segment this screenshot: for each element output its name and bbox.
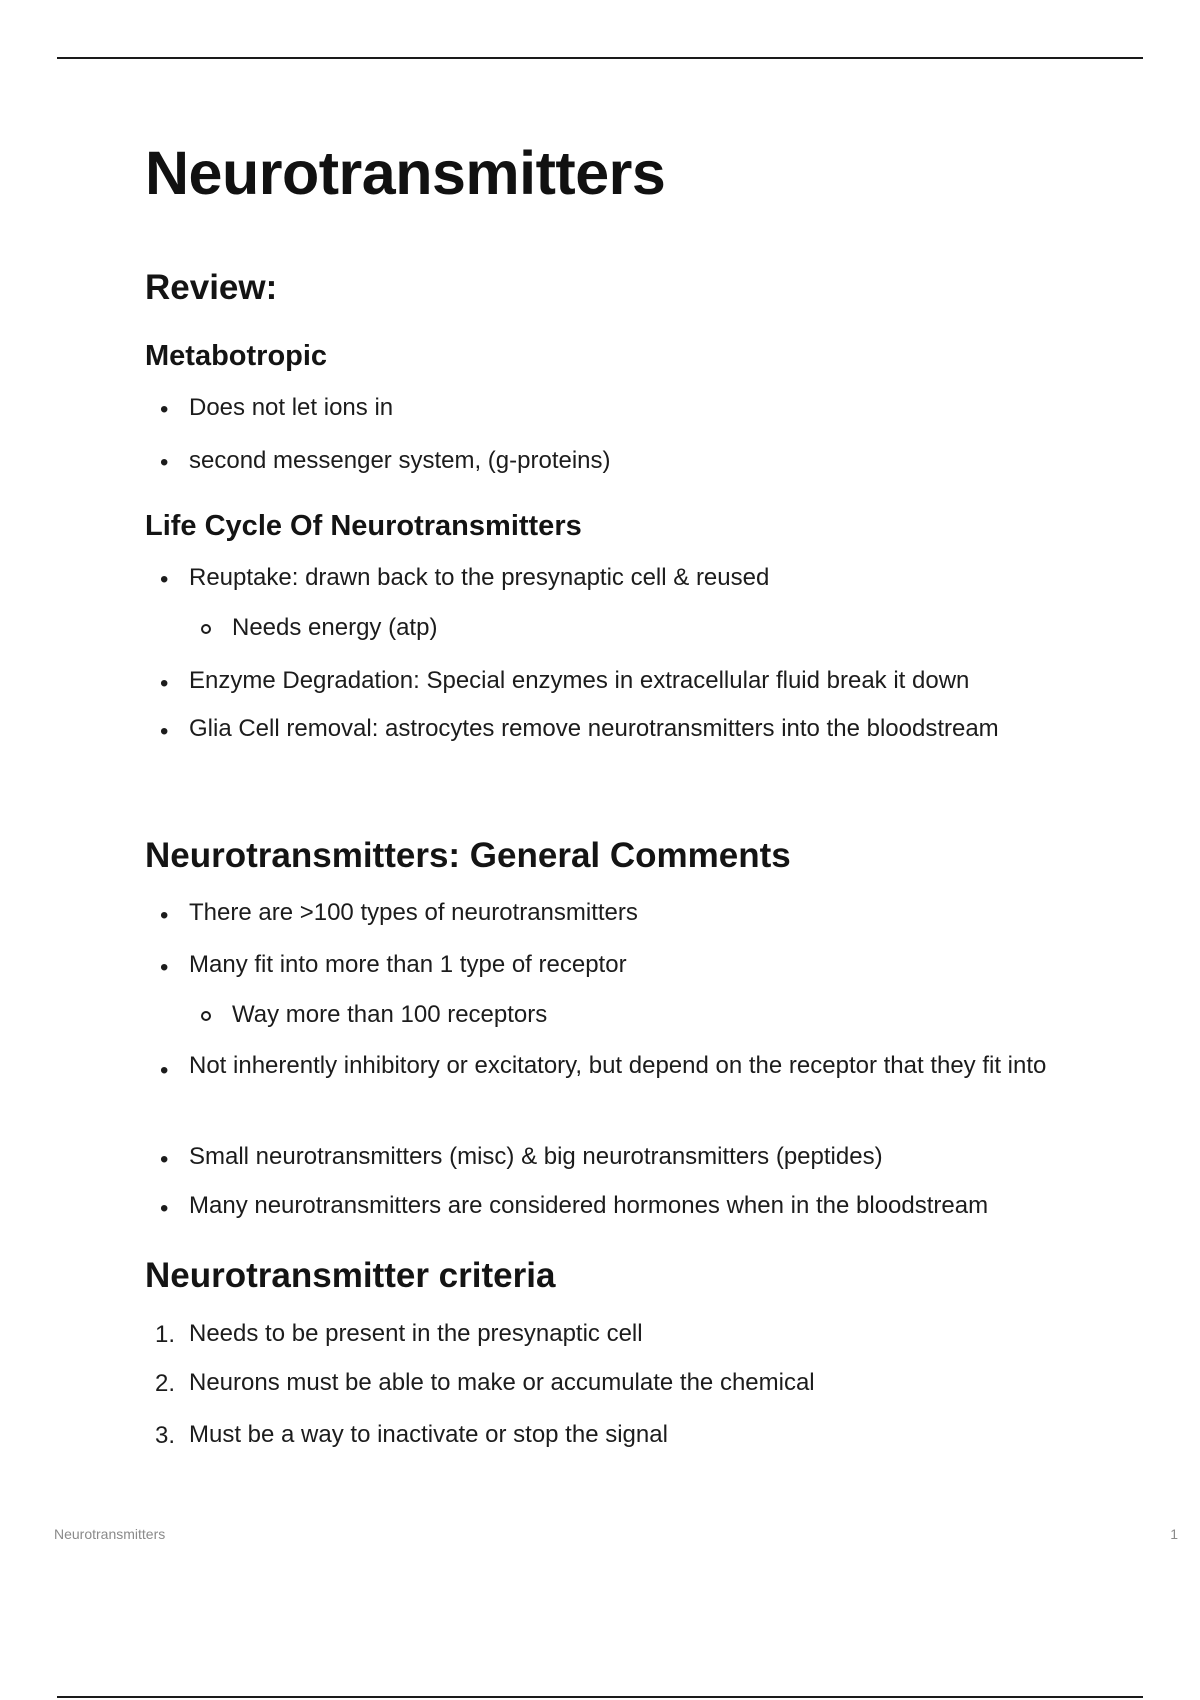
footer-page-number: 1 (1170, 1526, 1178, 1542)
sub-bullet-circle (201, 1011, 213, 1023)
list-number: 1. (155, 1321, 176, 1348)
sub-bullet-circle (201, 624, 213, 636)
list-item: Small neurotransmitters (misc) & big neurotransmitters (peptides) (189, 1143, 883, 1170)
list-item: Many fit into more than 1 type of receptor (189, 951, 627, 978)
list-item: There are >100 types of neurotransmitters (189, 899, 638, 926)
list-item: second messenger system, (g-proteins) (189, 447, 611, 474)
bullet-dot: • (160, 1146, 169, 1173)
list-item: Neurons must be able to make or accumulate the chemical (189, 1369, 815, 1396)
list-item: Must be a way to inactivate or stop the signal (189, 1421, 668, 1448)
bullet-dot: • (160, 566, 169, 593)
bottom-rule (57, 1696, 1143, 1698)
list-item: Needs to be present in the presynaptic cell (189, 1320, 643, 1347)
metabotropic-heading: Metabotropic (145, 340, 328, 372)
bullet-dot: • (160, 1195, 169, 1222)
page-title: Neurotransmitters (145, 139, 666, 207)
list-number: 3. (155, 1422, 176, 1449)
top-rule (57, 57, 1143, 59)
bullet-dot: • (160, 670, 169, 697)
list-item: Not inherently inhibitory or excitatory, but depend on the receptor that they fit into (189, 1052, 1047, 1079)
bullet-dot: • (160, 396, 169, 423)
life-cycle-heading: Life Cycle Of Neurotransmitters (145, 510, 582, 542)
bullet-dot: • (160, 718, 169, 745)
review-heading: Review: (145, 268, 278, 307)
sub-list-item: Needs energy (atp) (232, 614, 438, 641)
bullet-dot: • (160, 1057, 169, 1084)
bullet-dot: • (160, 954, 169, 981)
list-item: Reuptake: drawn back to the presynaptic cell & reused (189, 564, 770, 591)
footer-doc-name: Neurotransmitters (54, 1526, 166, 1542)
bullet-dot: • (160, 449, 169, 476)
general-comments-heading: Neurotransmitters: General Comments (145, 836, 791, 875)
bullet-dot: • (160, 902, 169, 929)
list-number: 2. (155, 1370, 176, 1397)
criteria-heading: Neurotransmitter criteria (145, 1256, 556, 1295)
list-item: Glia Cell removal: astrocytes remove neurotransmitters into the bloodstream (189, 715, 999, 742)
list-item: Does not let ions in (189, 394, 394, 421)
list-item: Enzyme Degradation: Special enzymes in extracellular fluid break it down (189, 667, 970, 694)
list-item: Many neurotransmitters are considered hormones when in the bloodstream (189, 1192, 989, 1219)
sub-list-item: Way more than 100 receptors (232, 1001, 548, 1028)
